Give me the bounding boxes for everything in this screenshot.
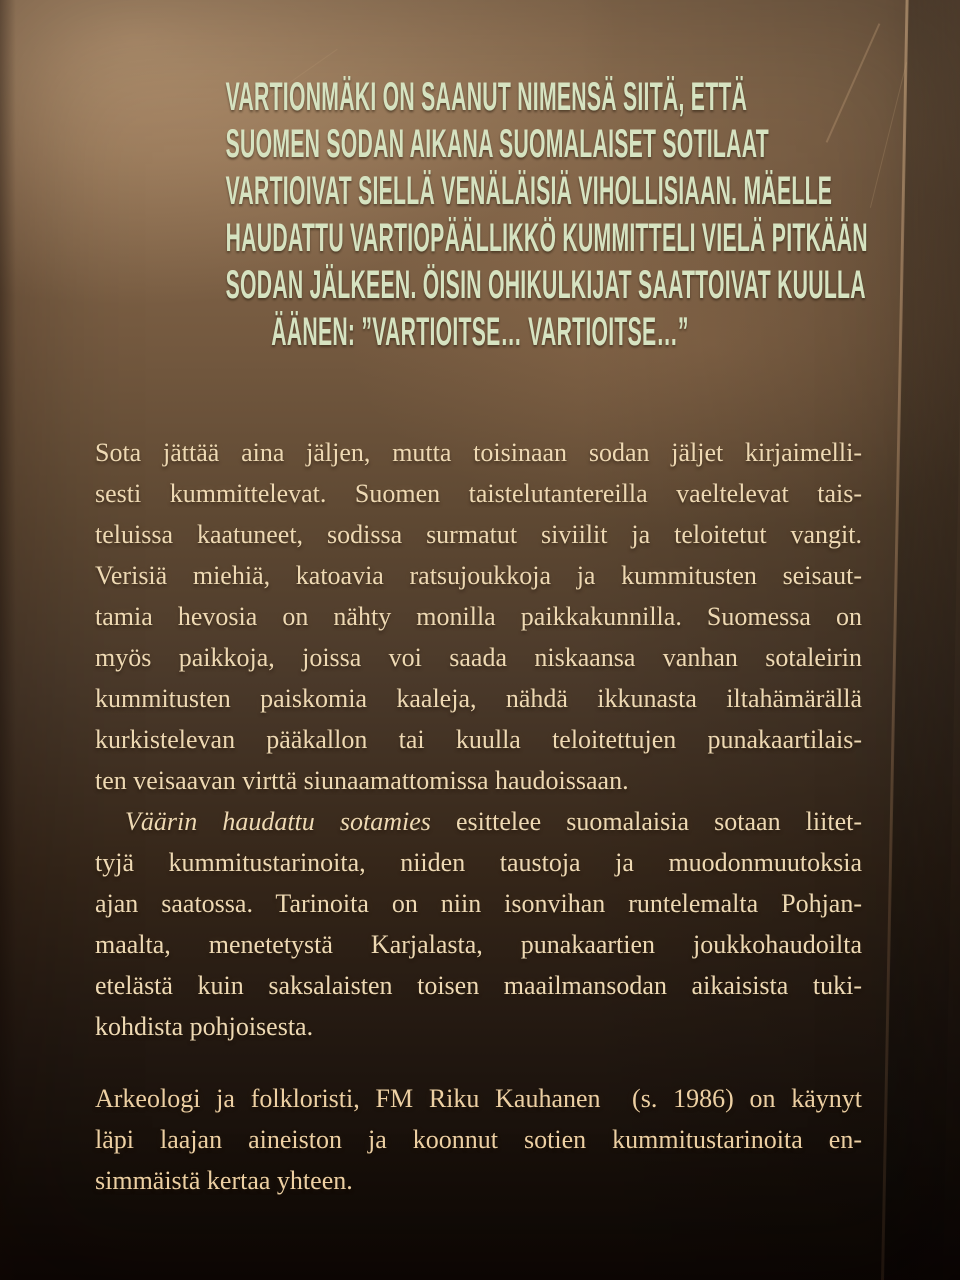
tagline-line: ÄÄNEN: ”VARTIOITSE… VARTIOITSE…” [271,310,689,354]
blurb-line: tyjä kummitustarinoita, niiden taustoja ja muodonmuutoksia [95,848,862,877]
tagline-line: SUOMEN SODAN AIKANA SUOMALAISET SOTILAAT [225,122,769,166]
blurb-line: Verisiä miehiä, katoavia ratsujoukkoja ja kummitusten seisaut- [95,561,862,590]
blurb-line: ten veisaavan virttä siunaamattomissa haudoissaan. [95,766,629,795]
author-line: Arkeologi ja folkloristi, FM Riku Kauhanen (s. 1986) on käynyt [95,1084,862,1113]
author-note [95,1078,862,1201]
author-line: läpi laajan aineiston ja koonnut sotien kummitustarinoita en- [95,1125,862,1154]
tagline-line: SODAN JÄLKEEN. ÖISIN OHIKULKIJAT SAATTOIVAT KUULLA [225,263,866,307]
author-line: simmäistä kertaa yhteen. [95,1166,353,1195]
blurb-line: sesti kummittelevat. Suomen taistelutantereilla vaeltelevat tais- [95,479,862,508]
blurb-line: maalta, menetetystä Karjalasta, punakaartien joukkohaudoilta [95,930,862,959]
tagline-line: VARTIONMÄKI ON SAANUT NIMENSÄ SIITÄ, ETTÄ [225,75,748,119]
blurb-line: Sota jättää aina jäljen, mutta toisinaan sodan jäljet kirjaimelli- [95,438,862,467]
blurb-line: Väärin haudattu sotamies esittelee suomalaisia sotaan liitet- [125,807,862,836]
blurb-line: tamia hevosia on nähty monilla paikkakunnilla. Suomessa on [95,602,862,631]
tagline [0,0,960,356]
blurb-line: teluissa kaatuneet, sodissa surmatut siviilit ja teloitetut vangit. [95,520,862,549]
blurb-line: etelästä kuin saksalaisten toisen maailmansodan aikaisista tuki- [95,971,862,1000]
blurb-line: kurkistelevan pääkallon tai kuulla teloitettujen punakaartilais- [95,725,862,754]
blurb-line: kummitusten paiskomia kaaleja, nähdä ikkunasta iltahämärällä [95,684,862,713]
book-title-italic: Väärin haudattu sotamies [125,807,431,836]
blurb-line: kohdista pohjoisesta. [95,1012,314,1041]
blurb-line: myös paikkoja, joissa voi saada niskaansa vanhan sotaleirin [95,643,862,672]
blurb-line: ajan saatossa. Tarinoita on niin isonvihan runtelemalta Pohjan- [95,889,862,918]
blurb [95,432,862,1047]
tagline-line: HAUDATTU VARTIOPÄÄLLIKKÖ KUMMITTELI VIELÄ PITKÄÄN [225,216,868,260]
tagline-line: VARTIOIVAT SIELLÄ VENÄLÄISIÄ VIHOLLISIAAN. MÄELLE [225,169,833,213]
